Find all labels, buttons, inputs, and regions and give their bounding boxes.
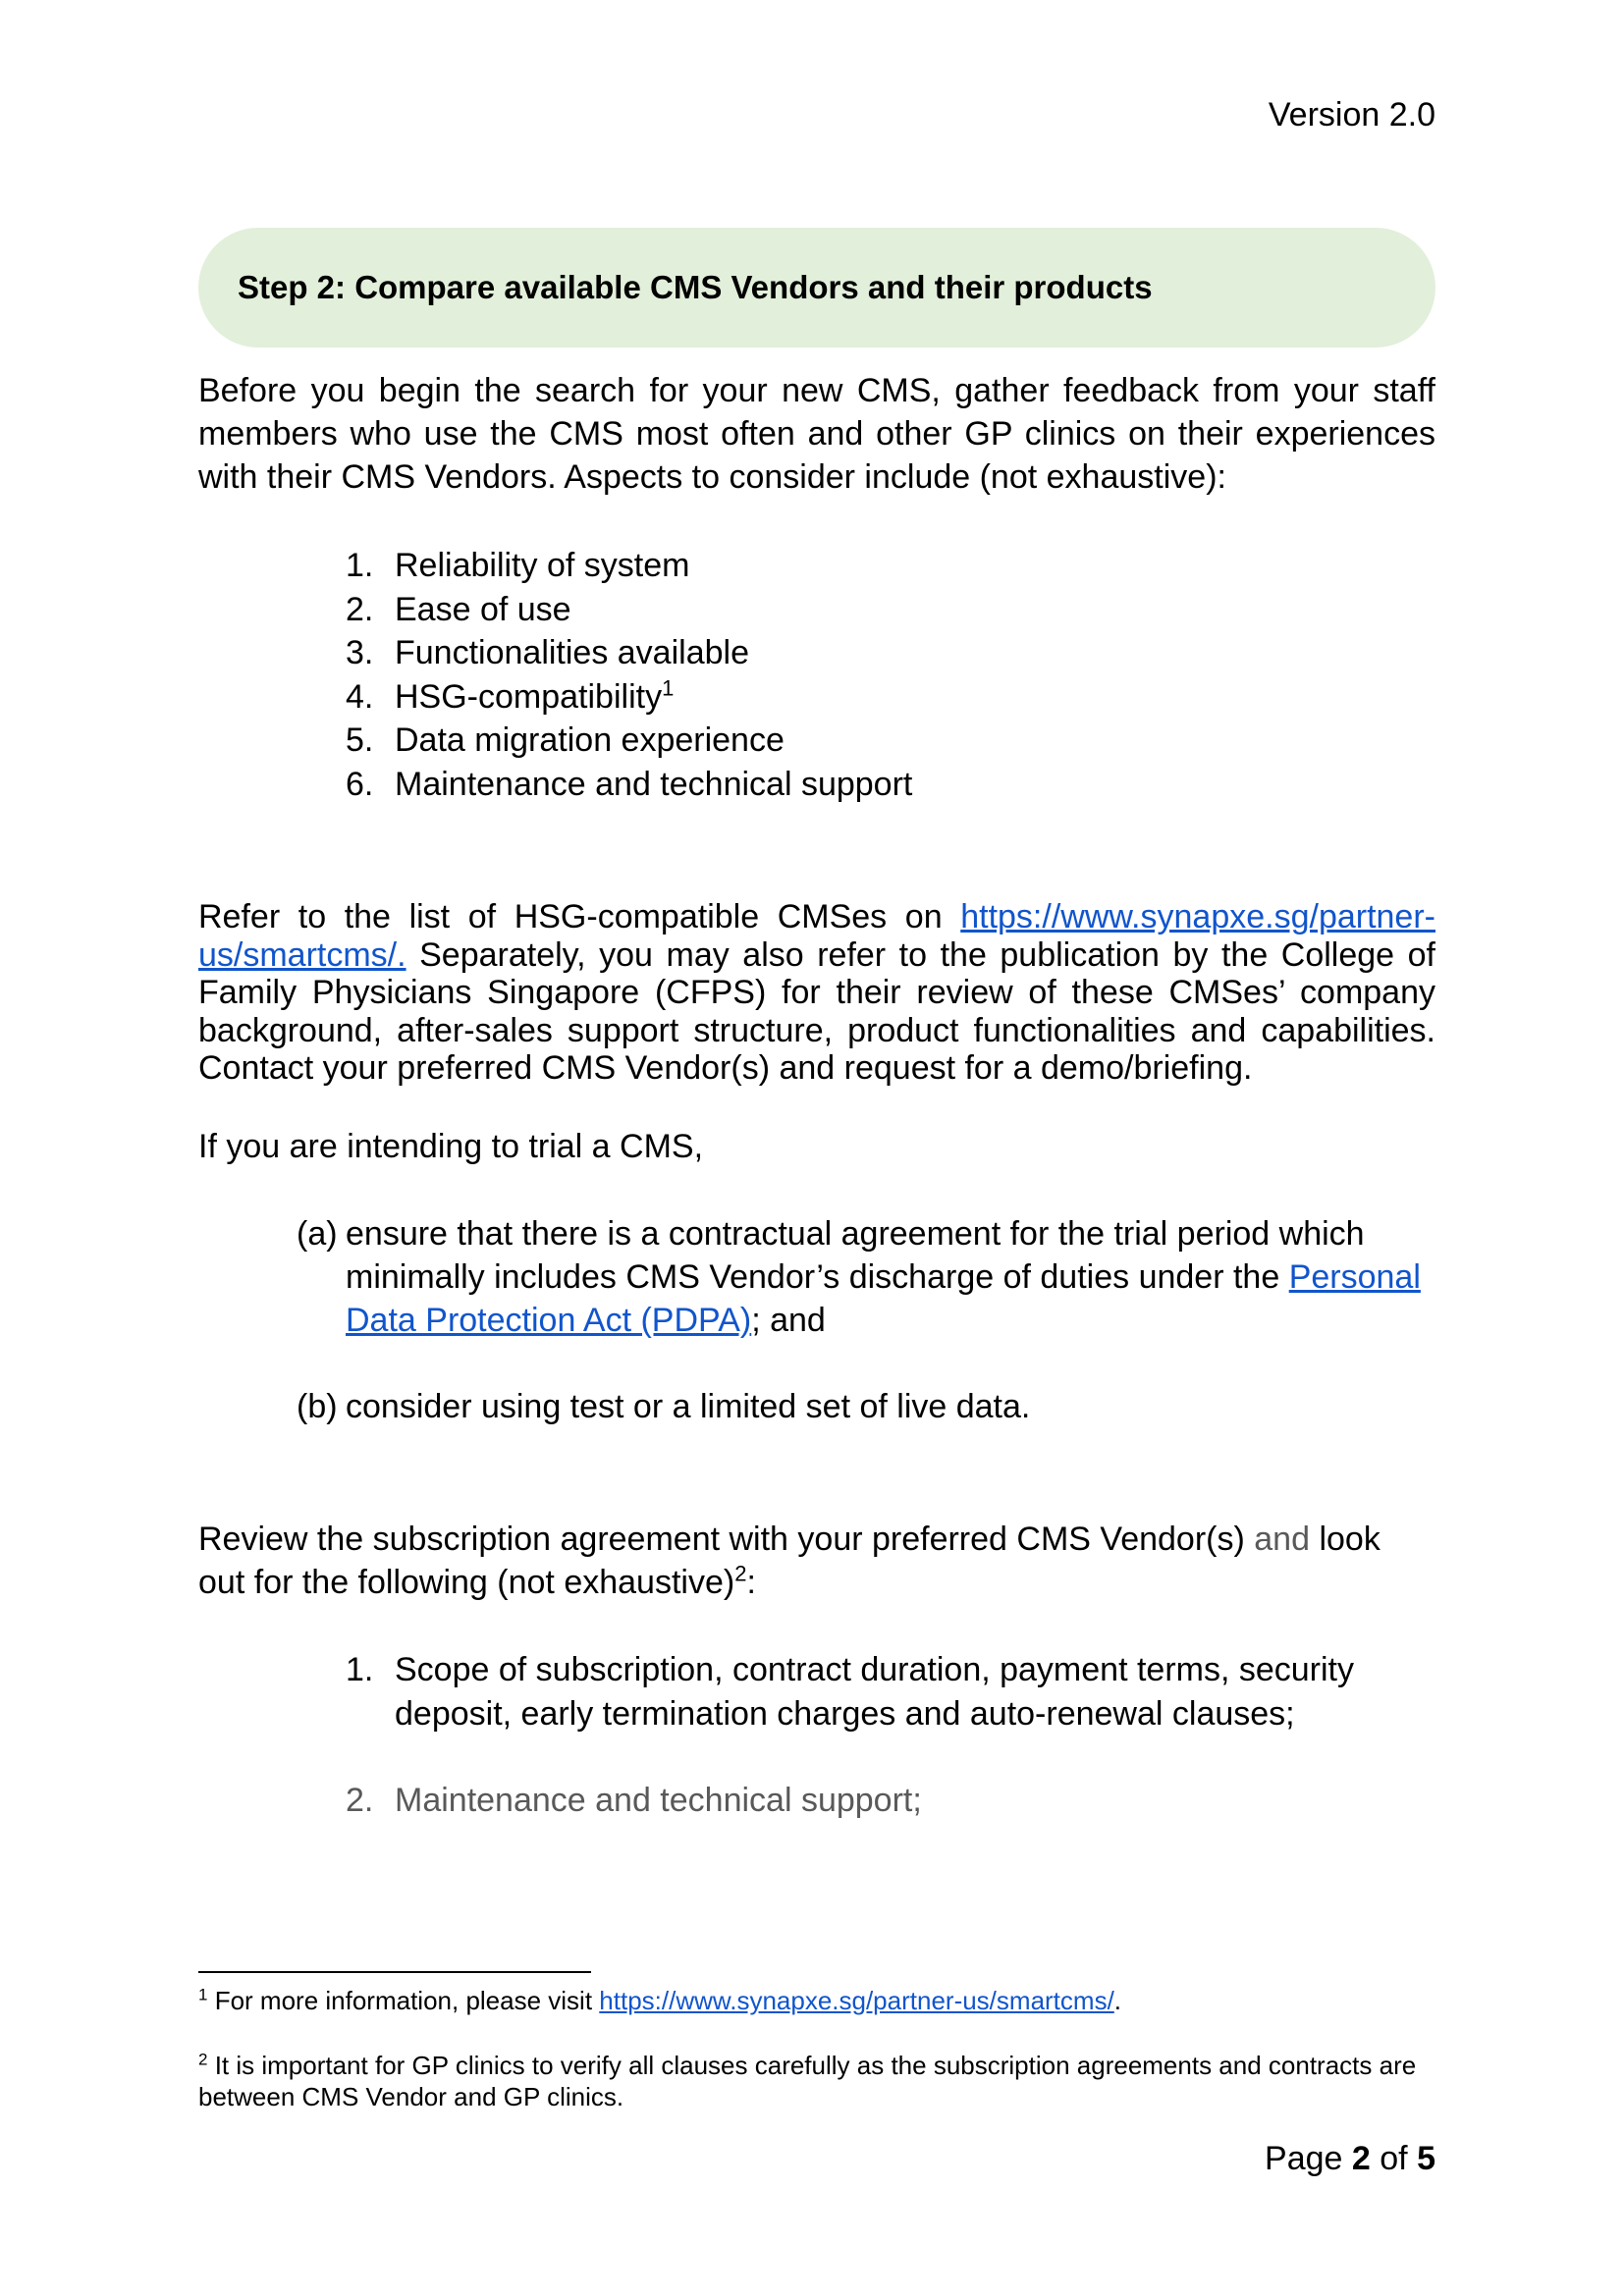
list-label: (b) (297, 1388, 338, 1425)
list-number: 1. (346, 1651, 374, 1688)
list-text: Scope of subscription, contract duration, payment terms, security deposit, early termination charges and auto-renewal clauses; (395, 1651, 1355, 1733)
list-tail: ; and (751, 1302, 826, 1339)
list-text: Functionalities available (395, 634, 749, 671)
step-title: Step 2: Compare available CMS Vendors and their products (238, 269, 1153, 305)
list-number: 1. (346, 547, 374, 584)
list-text: Ease of use (395, 590, 571, 628)
list-number: 5. (346, 721, 374, 759)
list-text: Maintenance and technical support (395, 765, 913, 803)
refer-rest: Separately, you may also refer to the publication by the College of Family Physicians Singapore (CFPS) for their review of these CMSes’ company background, after-sales support structure, product functionalities and capabilities. Contact your preferred CMS Vendor(s) and request for a demo/briefing. (198, 935, 1435, 1087)
pdpa-link[interactable]: Personal Data Protection Act (PDPA) (346, 1258, 1421, 1339)
list-text: Maintenance and technical support; (395, 1782, 922, 1819)
footnote-end: . (1113, 1986, 1122, 2015)
review-text-and: and (1244, 1521, 1310, 1558)
list-text: ensure that there is a contractual agreement for the trial period which minimally includes CMS Vendor’s discharge of duties under the (346, 1215, 1365, 1296)
aspects-list (346, 544, 1377, 806)
footnote-1 (198, 1985, 1435, 2016)
page-number (1265, 2140, 1435, 2178)
footnote-ref-2[interactable]: 2 (734, 1561, 747, 1586)
trial-list (297, 1212, 1435, 1428)
list-number: 3. (346, 634, 374, 671)
page-word: Page (1265, 2140, 1352, 2177)
list-item (346, 719, 1377, 763)
list-number: 2. (346, 1782, 374, 1819)
footnote-text: It is important for GP clinics to verify all clauses carefully as the subscription agreements and contracts are between CMS Vendor and GP clinics. (198, 2051, 1417, 2111)
list-number: 6. (346, 765, 374, 803)
review-paragraph (198, 1518, 1435, 1604)
refer-paragraph (198, 898, 1435, 1088)
list-text: HSG-compatibility (395, 677, 663, 716)
smartcms-link[interactable]: https://www.synapxe.sg/partner-us/smartcms/. (198, 898, 1435, 974)
footnote-divider (198, 1971, 591, 1973)
step-header-banner (198, 228, 1435, 347)
list-text: Reliability of system (395, 547, 690, 584)
list-item (346, 631, 1377, 675)
list-item (346, 1648, 1377, 1735)
footnote-text: For more information, please visit (207, 1986, 600, 2015)
list-label: (a) (297, 1215, 338, 1253)
refer-lead: Refer to the list of HSG-compatible CMSes on (198, 898, 961, 935)
version-label: Version 2.0 (1268, 96, 1435, 133)
current-page: 2 (1351, 2140, 1371, 2177)
footnote-link[interactable]: https://www.synapxe.sg/partner-us/smartcms/ (599, 1986, 1114, 2015)
review-text-1: Review the subscription agreement with your preferred CMS Vendor(s) (198, 1521, 1245, 1558)
intro-paragraph: Before you begin the search for your new CMS, gather feedback from your staff members who use the CMS most often and other GP clinics on their experiences with their CMS Vendors. Aspects to consider include (not exhaustive): (198, 372, 1435, 496)
footnote-ref-1[interactable]: 1 (662, 675, 675, 701)
list-item (297, 1385, 1435, 1428)
footnote-mark: 1 (198, 1985, 208, 2004)
list-item (346, 588, 1377, 632)
list-number: 4. (346, 677, 374, 716)
of-word: of (1370, 2140, 1418, 2177)
list-number: 2. (346, 590, 374, 628)
footnote-2 (198, 2050, 1435, 2112)
review-text-end: : (746, 1564, 756, 1601)
review-text-2: look out for the following (not exhaustive) (198, 1521, 1380, 1601)
list-item (346, 544, 1377, 588)
trial-lead: If you are intending to trial a CMS, (198, 1128, 704, 1165)
list-item (297, 1212, 1435, 1342)
total-pages: 5 (1417, 2140, 1435, 2177)
list-item (346, 1779, 1377, 1823)
list-item (346, 763, 1377, 807)
list-text: consider using test or a limited set of live data. (346, 1388, 1031, 1425)
review-list (346, 1648, 1377, 1823)
list-item (346, 675, 1377, 720)
footnote-mark: 2 (198, 2050, 208, 2069)
list-text: Data migration experience (395, 721, 785, 759)
